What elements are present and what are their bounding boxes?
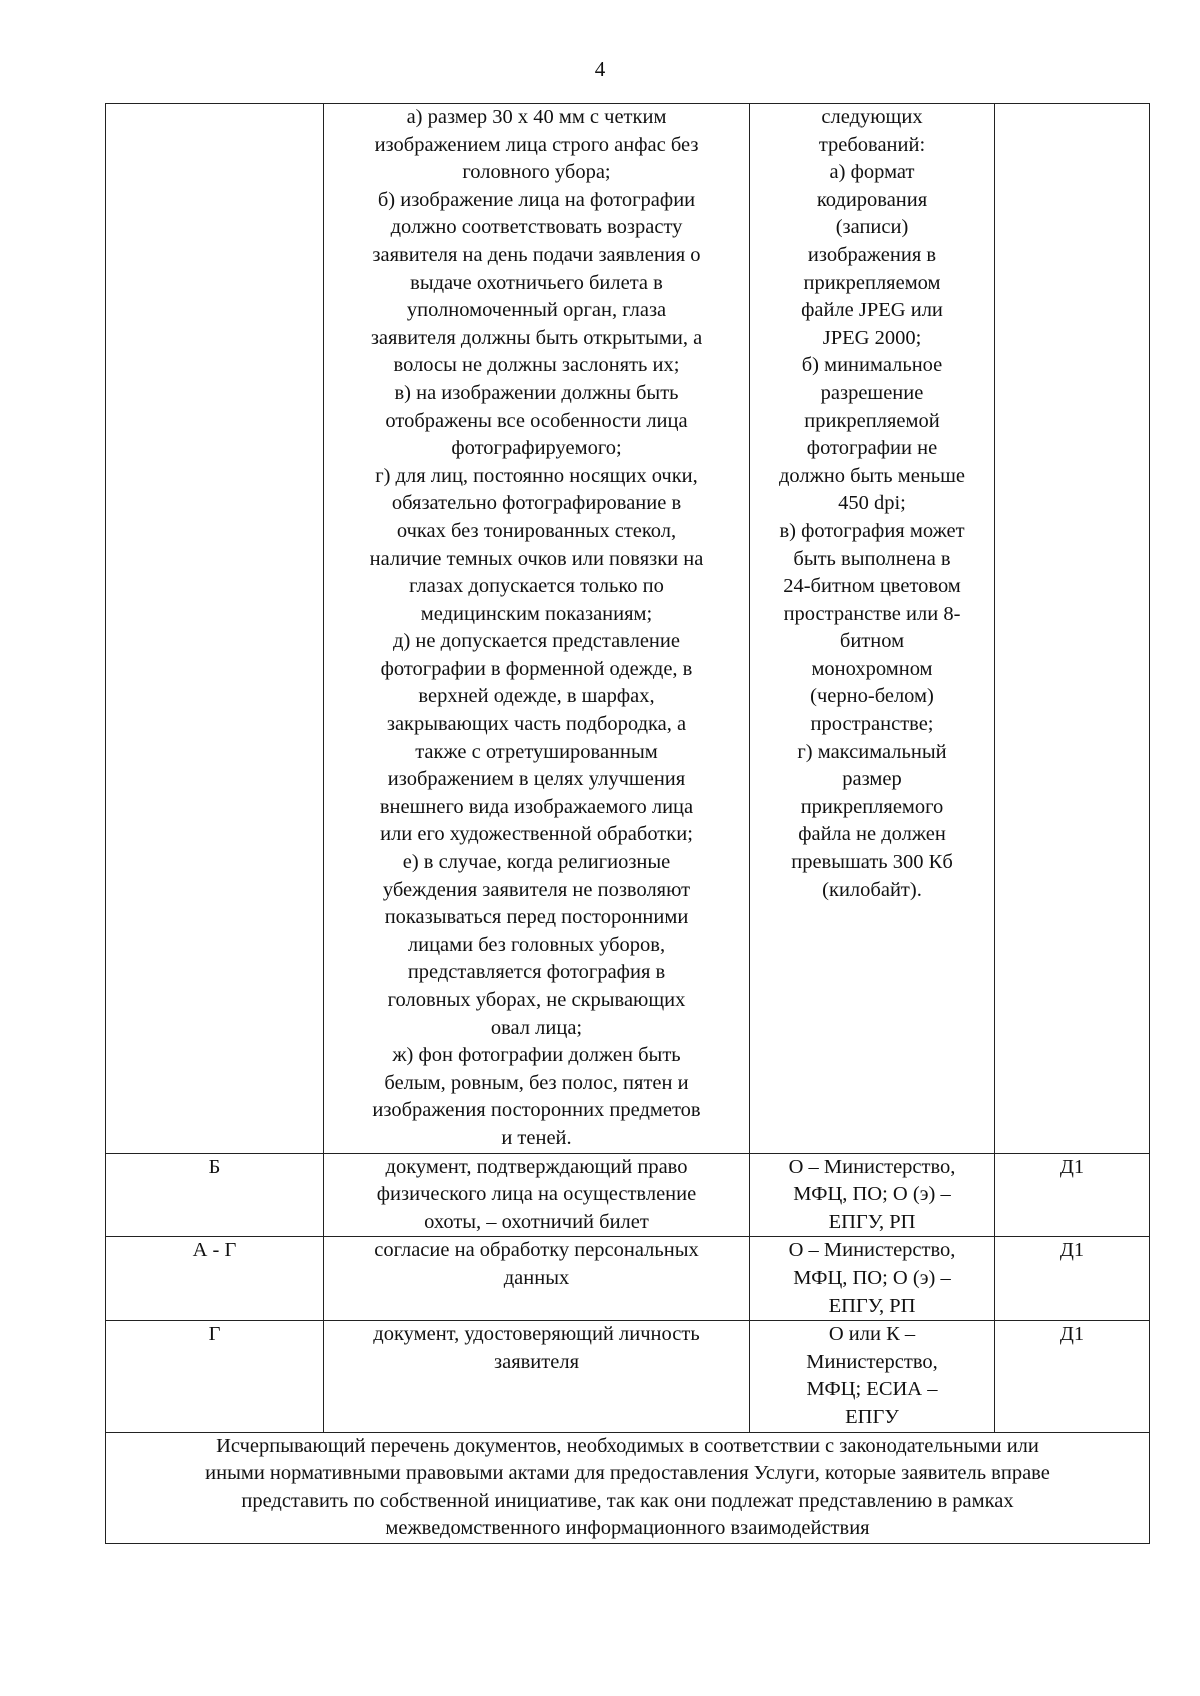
text-line: представляется фотография в [407,961,666,984]
text-line: выдаче охотничьего билета в [410,271,663,294]
text-line: б) минимальное [801,354,943,377]
text-line: глазах допускается только по [409,575,664,598]
text-line: (килобайт). [822,878,922,901]
text-line: отображены все особенности лица [385,409,688,432]
text-line: очках без тонированных стекол, [396,519,677,542]
text-line: заявителя на день подачи заявления о [372,243,701,266]
text-line: фотографии в форменной одежде, в [380,657,693,680]
text-line: ЕПГУ [845,1405,899,1428]
text-line: МФЦ; ЕСИА – [806,1378,938,1401]
text-line: верхней одежде, в шарфах, [418,685,655,708]
text-line: прикрепляемой [804,409,940,432]
text-line: а) размер 30 х 40 мм с четким [406,106,667,128]
text-line: медицинским показаниям; [420,602,653,625]
text-line: Министерство, [806,1350,938,1373]
text-line: б) изображение лица на фотографии [377,188,696,211]
text-line: (записи) [835,216,909,239]
text-line: размер [842,768,902,791]
submission-form-cell [750,1237,995,1321]
text-line: представить по собственной инициативе, так как они подлежат представлению в рамках [241,1489,1014,1512]
text-line: г) максимальный [797,740,947,763]
text-line: волосы не должны заслонять их; [393,354,680,377]
category-cell: Г [106,1321,324,1432]
text-line: согласие на обработку персональных [374,1239,699,1262]
text-line: должно быть меньше [778,464,966,487]
documents-table [105,103,1150,1544]
text-line: изображением в целях улучшения [387,768,686,791]
text-line: изображения посторонних предметов [372,1099,701,1122]
text-line: лицами без головных уборов, [407,933,666,956]
text-line: белым, ровным, без полос, пятен и [384,1071,689,1094]
text-line: разрешение [820,381,924,404]
text-line: а) формат [829,161,915,184]
text-line: О или К – [828,1323,916,1346]
text-line: овал лица; [490,1016,583,1039]
text-line: показываться перед посторонними [384,906,689,929]
text-line: битном [839,630,905,653]
text-line: обязательно фотографирование в [391,492,682,515]
text-line: требований: [818,133,926,156]
table-row [106,1321,1150,1432]
text-line: данных [503,1266,570,1289]
text-line: ЕПГУ, РП [828,1294,916,1317]
table-row-photo-requirements [106,104,1150,1154]
document-cell [324,1153,750,1237]
text-line: также с отретушированным [415,740,658,763]
text-line: в) на изображении должны быть [394,381,679,404]
text-line: наличие темных очков или повязки на [369,547,704,570]
text-line: МФЦ, ПО; О (э) – [793,1266,951,1289]
electronic-format-requirements-cell [750,104,995,1154]
text-line: внешнего вида изображаемого лица [379,795,694,818]
code-cell: Д1 [995,1237,1150,1321]
document-cell [324,1321,750,1432]
text-line: физического лица на осуществление [376,1183,697,1206]
category-cell: А - Г [106,1237,324,1321]
text-line: фотографируемого; [451,437,622,460]
page-number: 4 [594,57,606,81]
text-line: (черно-белом) [810,685,934,708]
text-line: в) фотография может [779,519,965,542]
text-line: Исчерпывающий перечень документов, необходимых в соответствии с законодательными или [216,1434,1039,1457]
text-line: изображения в [807,243,937,266]
text-line: охоты, – охотничий билет [424,1210,649,1233]
text-line: убеждения заявителя не позволяют [382,878,691,901]
text-line: документ, удостоверяющий личность [373,1323,700,1346]
submission-form-cell [750,1321,995,1432]
table-row [106,1153,1150,1237]
text-line: кодирования [816,188,928,211]
text-line: должно соответствовать возрасту [390,216,683,239]
submission-form-cell [750,1153,995,1237]
text-line: быть выполнена в [793,547,951,570]
text-line: или его художественной обработки; [380,823,693,846]
text-line: г) для лиц, постоянно носящих очки, [375,464,698,487]
text-line: пространстве; [810,713,934,736]
text-line: д) не допускается представление [393,630,680,653]
text-line: прикрепляемого [800,795,944,818]
text-line: пространстве или 8- [783,602,961,625]
text-line: МФЦ, ПО; О (э) – [793,1183,951,1206]
text-line: 450 dpi; [838,492,906,515]
text-line: иными нормативными правовыми актами для предоставления Услуги, которые заявитель вправе [205,1462,1050,1485]
text-line: межведомственного информационного взаимодействия [385,1517,870,1540]
text-line: головных уборах, не скрывающих [387,989,686,1011]
table-section-header-row [106,1432,1150,1543]
text-line: фотографии не [806,437,938,460]
text-line: прикрепляемом [803,271,941,294]
text-line: О – Министерство, [788,1239,956,1262]
text-line: JPEG 2000; [822,326,922,349]
text-line: изображением лица строго анфас без [374,133,699,156]
code-cell [995,104,1150,1154]
text-line: заявителя должны быть открытыми, а [370,326,703,349]
table-row [106,1237,1150,1321]
text-line: превышать 300 Кб [791,851,953,874]
text-line: файле JPEG или [801,299,943,322]
document-cell [324,1237,750,1321]
text-line: 24-битном цветовом [783,575,961,598]
text-line: уполномоченный орган, глаза [406,299,667,322]
text-line: О – Министерство, [788,1155,956,1178]
text-line: заявителя [494,1350,579,1373]
text-line: файла не должен [798,823,946,846]
category-cell [106,104,324,1154]
text-line: головного убора; [462,161,611,184]
code-cell: Д1 [995,1153,1150,1237]
text-line: ЕПГУ, РП [828,1210,916,1233]
photo-requirements-cell [324,104,750,1154]
text-line: ж) фон фотографии должен быть [392,1044,681,1067]
category-cell: Б [106,1153,324,1237]
text-line: следующих [821,106,923,128]
text-line: закрывающих часть подбородка, а [386,713,687,736]
section-header-cell [106,1432,1150,1543]
text-line: монохромном [811,657,933,680]
code-cell: Д1 [995,1321,1150,1432]
text-line: е) в случае, когда религиозные [402,851,671,874]
text-line: документ, подтверждающий право [385,1155,688,1178]
text-line: и теней. [501,1126,572,1149]
